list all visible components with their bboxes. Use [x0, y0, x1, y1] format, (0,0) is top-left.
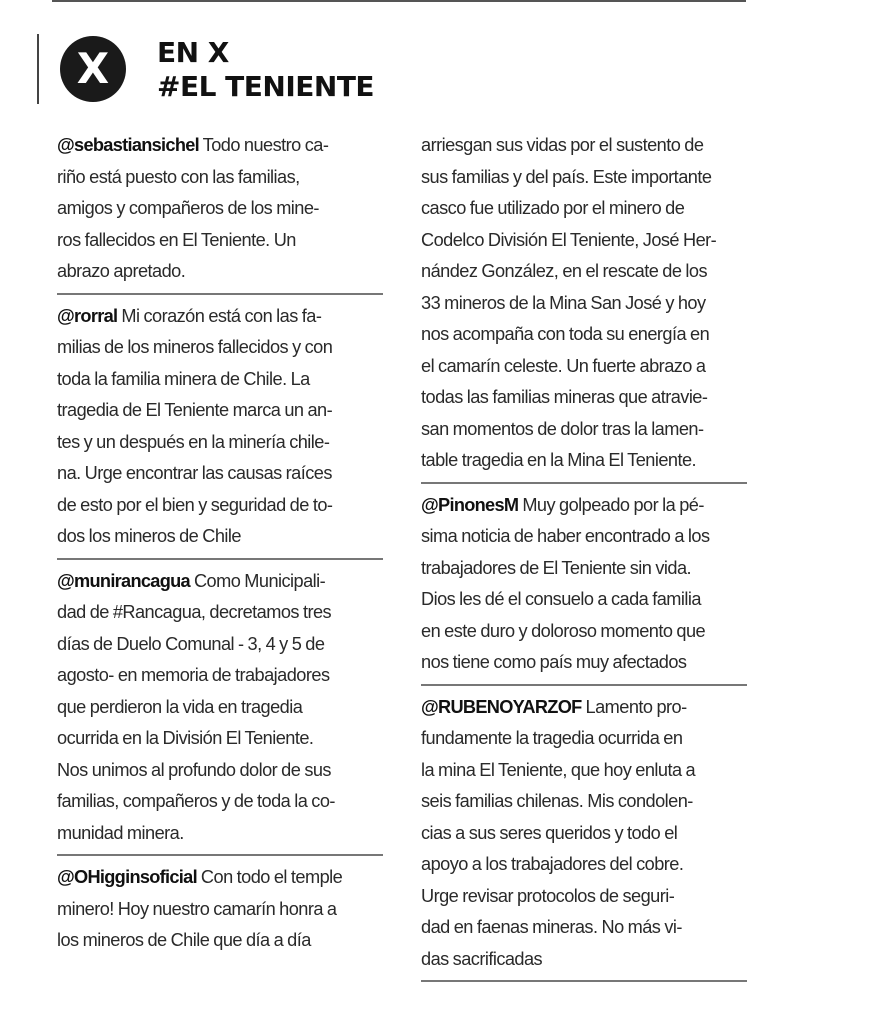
left-column	[57, 130, 383, 968]
post-line: Dios les dé el consuelo a cada familia	[421, 589, 701, 609]
post-line: que perdieron la vida en tragedia	[57, 696, 303, 717]
post-line: riño está puesto con las familias,	[57, 166, 300, 187]
post-line: minero! Hoy nuestro camarín honra a	[57, 898, 337, 919]
post-line: ros fallecidos en El Teniente. Un	[57, 229, 296, 250]
post-text: Con todo el temple	[196, 867, 343, 887]
post-rorral	[57, 301, 383, 560]
post-handle[interactable]: @munirancagua	[57, 570, 190, 591]
post-line	[57, 566, 383, 598]
post-line: apoyo a los trabajadores del cobre.	[421, 854, 684, 874]
post-line: san momentos de dolor tras la lamen-	[421, 418, 704, 439]
post-line: sus familias y del país. Este importante	[421, 166, 712, 187]
post-line: nández González, en el rescate de los	[421, 261, 708, 281]
post-line: abrazo apretado.	[57, 261, 186, 281]
post-line	[57, 130, 383, 162]
post-pinonesm	[421, 490, 747, 686]
post-line: sima noticia de haber encontrado a los	[421, 526, 710, 546]
post-line: días de Duelo Comunal - 3, 4 y 5 de	[57, 633, 325, 654]
post-line: familias, compañeros y de toda la co-	[57, 791, 335, 811]
post-line: na. Urge encontrar las causas raíces	[57, 463, 332, 483]
post-line: tes y un después en la minería chile-	[57, 431, 330, 452]
post-line: Nos unimos al profundo dolor de sus	[57, 759, 331, 780]
post-line: de esto por el bien y seguridad de to-	[57, 494, 333, 515]
post-text: Mi corazón está con las fa-	[117, 305, 322, 326]
post-line: arriesgan sus vidas por el sustento de	[421, 135, 704, 155]
logo-letter: X	[76, 44, 110, 93]
post-line: nos acompaña con toda su energía en	[421, 324, 710, 344]
right-column	[421, 130, 747, 988]
post-text: Como Municipali-	[189, 570, 326, 591]
post-line: en este duro y doloroso momento que	[421, 620, 706, 641]
x-logo-icon	[60, 36, 126, 102]
post-line	[421, 692, 747, 724]
post-line: amigos y compañeros de los mine-	[57, 198, 319, 218]
post-line: nos tiene como país muy afectados	[421, 652, 687, 672]
post-line: munidad minera.	[57, 822, 184, 843]
post-line	[57, 862, 383, 894]
post-line: los mineros de Chile que día a día	[57, 930, 311, 950]
post-ohigginsoficial-continued	[421, 130, 747, 484]
post-line: table tragedia en la Mina El Teniente.	[421, 450, 697, 470]
post-handle[interactable]: @rorral	[57, 305, 118, 326]
post-handle[interactable]: @RUBENOYARZOF	[421, 696, 582, 717]
post-munirancagua	[57, 566, 383, 857]
post-rubenoyarzof	[421, 692, 747, 983]
post-line: casco fue utilizado por el minero de	[421, 198, 685, 218]
section-title-line1: EN X	[157, 36, 229, 69]
post-line: todas las familias mineras que atravie-	[421, 387, 708, 407]
post-line: toda la familia minera de Chile. La	[57, 368, 310, 389]
top-rule	[52, 0, 746, 2]
post-ohigginsoficial	[57, 862, 383, 962]
post-handle[interactable]: @OHigginsoficial	[57, 867, 197, 887]
post-text: Lamento pro-	[581, 696, 687, 717]
section-title-line2: #EL TENIENTE	[157, 70, 375, 103]
section-accent-bar	[37, 34, 39, 104]
post-line: el camarín celeste. Un fuerte abrazo a	[421, 355, 706, 376]
post-line	[421, 490, 747, 522]
post-line: milias de los mineros fallecidos y con	[57, 337, 333, 357]
post-line: Codelco División El Teniente, José Her-	[421, 229, 717, 250]
post-line: trabajadores de El Teniente sin vida.	[421, 557, 692, 578]
post-handle[interactable]: @sebastiansichel	[57, 135, 199, 155]
post-line: das sacrificadas	[421, 948, 543, 969]
post-line: 33 mineros de la Mina San José y hoy	[421, 292, 706, 313]
section-header	[157, 36, 374, 104]
post-line: agosto- en memoria de trabajadores	[57, 665, 330, 685]
post-sebastiansichel	[57, 130, 383, 295]
post-line: dad en faenas mineras. No más vi-	[421, 917, 682, 937]
post-line: fundamente la tragedia ocurrida en	[421, 728, 683, 748]
post-line: seis familias chilenas. Mis condolen-	[421, 791, 693, 811]
post-handle[interactable]: @PinonesM	[421, 494, 519, 515]
post-line: tragedia de El Teniente marca un an-	[57, 400, 333, 420]
post-line: dos los mineros de Chile	[57, 526, 241, 546]
post-line	[57, 301, 383, 333]
post-line: cias a sus seres queridos y todo el	[421, 822, 678, 843]
post-line: Urge revisar protocolos de seguri-	[421, 885, 675, 906]
post-line: ocurrida en la División El Teniente.	[57, 728, 314, 748]
post-line: dad de #Rancagua, decretamos tres	[57, 602, 332, 622]
post-text: Muy golpeado por la pé-	[518, 494, 704, 515]
post-line: la mina El Teniente, que hoy enluta a	[421, 759, 696, 780]
post-text: Todo nuestro ca-	[199, 135, 329, 155]
